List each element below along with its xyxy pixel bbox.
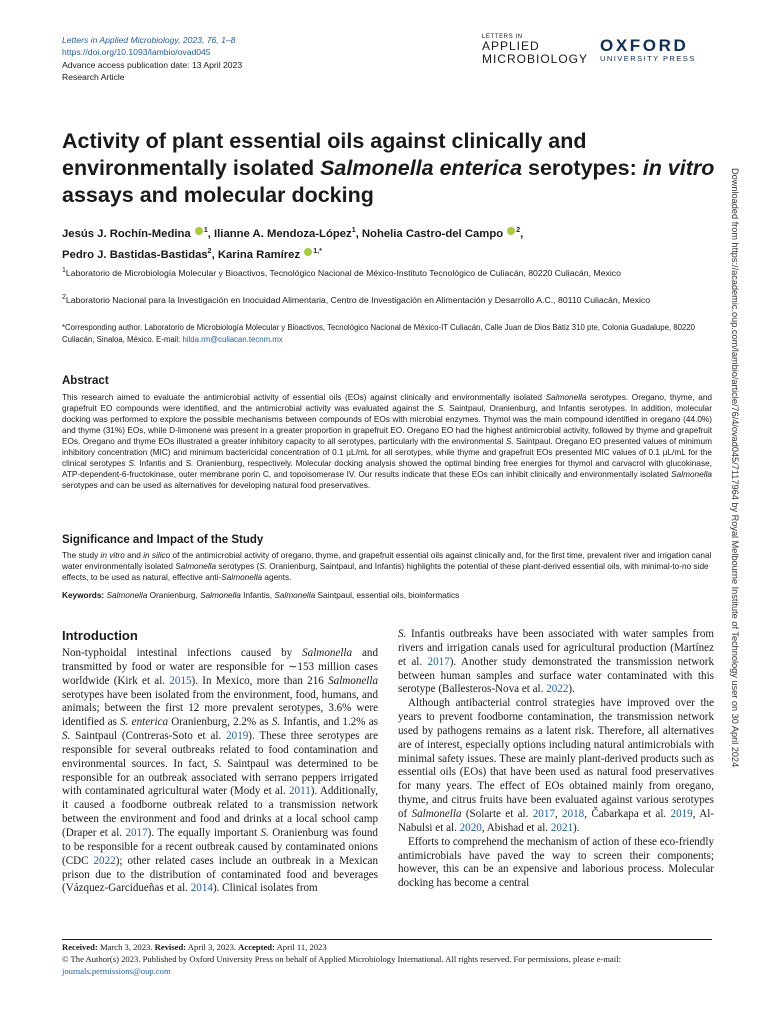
download-side-note: Downloaded from https://academic.oup.com/lambio/article/76/4/ovad045/7117964 by Royal Melbourne Institute of Technology user on 30 April 2024 [730, 168, 740, 768]
author-name: Nohelia Castro-del Campo [361, 227, 504, 240]
significance-run: of the antimicrobial activity of oregano, thyme, and grapefruit essential oils against clinically and, for the first time, prevalent river and irrigation canal water environmentally isolated [62, 551, 712, 572]
text-run: , [554, 807, 563, 820]
text-run: , Al-Nabulsi et al. [398, 807, 714, 834]
author-name: Pedro J. Bastidas-Bastidas [62, 249, 208, 262]
citation-link[interactable]: 2020 [459, 821, 482, 834]
journal-citation: Letters in Applied Microbiology, 2023, 76, 1–8 [62, 35, 236, 45]
significance-italic: Salmonella [221, 573, 263, 583]
affiliation-text: Laboratorio Nacional para la Investigación en Inocuidad Alimentaria, Centro de Investigación en Alimentación y Desarrollo A.C., 80110 Culiacán, Mexico [65, 294, 651, 305]
abstract-italic: S. [437, 404, 446, 414]
italic-run: S. [271, 716, 281, 729]
citation-link[interactable]: 2015 [169, 674, 192, 687]
orcid-icon[interactable] [304, 248, 312, 256]
citation-link[interactable]: 2017 [125, 826, 148, 839]
title-italic-1: Salmonella enterica [320, 156, 523, 180]
abstract-run: Saintpaul. Oregano EO presented values of minimum inhibitory concentration (MIC) and minimum bactericidal concentration of 0.1 µL/mL for all serotypes, while thyme and grapefruit EOs presented MIC values of 0.1 µL/mL for the clinical serotypes [62, 437, 712, 469]
keyword-run: Infantis, [240, 591, 275, 600]
corresponding-author [62, 322, 722, 345]
author-name: Karina Ramírez [217, 249, 301, 262]
publisher-logo [600, 36, 696, 63]
abstract-text [62, 392, 712, 491]
text-run: Although antibacterial control strategies have improved over the years to prevent foodborne contamination, the transmission network used by pathogens remains as a latent risk. Therefore, all alternatives are of interest, especially options including natural antimicrobials with minimal safety issues. These are mainly plant-derived products such as essential oils (EOs) that have been used as natural food preservatives for many years. The effect of EOs obtained mainly from oregano, thyme, and citrus fruits have been evaluated against various serotypes of [398, 697, 714, 820]
revised-label: Revised: [154, 942, 187, 952]
journal-logo [482, 34, 588, 66]
text-run: ). The equally important [147, 826, 261, 839]
doi-link[interactable]: https://doi.org/10.1093/lambio/ovad045 [62, 47, 211, 58]
header-meta [62, 34, 242, 84]
abstract-run: This research aimed to evaluate the antimicrobial activity of essential oils (EOs) against clinically and environmentally isolated [62, 393, 546, 402]
abstract-run: Saintpaul, Oranienburg, and Infantis serotypes. In addition, molecular docking was performed to explore the possible mechanisms between compounds of EOs with microbial enzymes. Thymol was the main compound identified in oregano (44.0%) and thyme (31%) EOs, while D-limonene was present in a greater proportion in grapefruit EO. Oregano EO had the highest antimicrobial activity, followed by thyme and grapefruit EOs. Oregano and thyme EOs illustrated a greater inhibitory capacity to all serotypes, particularly with the environmental [62, 404, 712, 447]
author [62, 228, 214, 240]
text-run: Infantis, and 1.2% as [280, 716, 378, 729]
text-run: Oranienburg, 2.2% as [168, 716, 272, 729]
footer-divider [62, 939, 712, 940]
intro-column-2 [398, 628, 714, 891]
citation-link[interactable]: 2019 [226, 730, 249, 743]
citation-link[interactable]: 2019 [670, 807, 693, 820]
significance-run: The study [62, 551, 101, 560]
author [62, 249, 218, 261]
text-run: (Solarte et al. [461, 807, 533, 820]
text-run: , Čabarkapa et al. [584, 807, 671, 820]
title-part-1: Activity of plant essential oils against clinically and environmentally isolated [62, 129, 587, 180]
italic-run: S. enterica [120, 716, 169, 729]
copyright-text: © The Author(s) 2023. Published by Oxford University Press on behalf of Applied Microbiology International. All rights reserved. For permissions, please e-mail: [62, 954, 621, 964]
copyright [62, 953, 712, 977]
intro-paragraph [398, 628, 714, 697]
abstract-run: Infantis and [136, 459, 186, 469]
author-affil-sup: 1 [203, 227, 208, 234]
journal-logo-line2: MICROBIOLOGY [482, 52, 589, 66]
text-run: ). Clinical isolates from [212, 882, 318, 895]
text-run: Infantis outbreaks have been associated with water samples from rivers and irrigation canals used for agricultural production (Martínez et al. [398, 628, 714, 668]
italic-run: S. [398, 628, 407, 640]
title-italic-2: in vitro [642, 156, 715, 180]
article-type: Research Article [62, 72, 125, 83]
text-run: ). Another study demonstrated the transmission network between human samples and surface water contaminated with this serotype (Ballesteros-Nova et al. [398, 655, 714, 696]
significance-italic: in vitro [100, 551, 125, 560]
publisher-logo-line2: UNIVERSITY PRESS [600, 54, 696, 63]
intro-paragraph [62, 647, 378, 896]
abstract-heading: Abstract [62, 375, 109, 387]
author-separator: , [207, 227, 215, 240]
abstract-run: serotypes and can be used as alternatives for developing natural food preservatives. [62, 481, 371, 491]
citation-link[interactable]: 2021 [550, 821, 574, 834]
accepted-label: Accepted: [238, 942, 275, 952]
abstract-italic: Salmonella [545, 393, 587, 402]
citation-link[interactable]: 2014 [190, 882, 213, 895]
citation-link[interactable]: 2018 [562, 807, 585, 820]
author-affil-sup: 1 [351, 227, 356, 234]
italic-run: S. [62, 730, 71, 743]
author [218, 249, 322, 261]
intro-paragraph [398, 697, 714, 835]
text-run: ). Additionally, it caused a foodborne outbreak related to a transmission network between the environment and food and drinks at a local school camp (Draper et al. [62, 785, 378, 839]
received-label: Received: [62, 942, 98, 952]
affiliation-sup: 2 [62, 294, 66, 301]
keyword-italic: Salmonella [200, 591, 241, 600]
author-affil-sup: 2 [207, 248, 212, 256]
author-separator: , [211, 249, 218, 262]
keywords [62, 591, 712, 600]
significance-run: serotypes ( [216, 562, 260, 572]
received-date: March 3, 2023. [97, 942, 155, 952]
significance-italic: Salmonella [175, 562, 217, 572]
keyword-run: Oranienburg, [147, 591, 201, 600]
article-title [62, 128, 722, 209]
italic-run: Salmonella [411, 807, 462, 820]
text-run: ). These three serotypes are responsible for several outbreaks related to food contamination and environmental sources. In fact, [62, 730, 379, 770]
text-run: ). [568, 683, 575, 696]
title-part-2: serotypes: [522, 156, 643, 180]
italic-run: S. [213, 757, 222, 770]
text-run: Saintpaul (Contreras-Soto et al. [70, 730, 227, 743]
corresponding-text: *Corresponding author. Laboratorio de Microbiología Molecular y Bioactivos, Tecnológico Nacional de México-IT Culiacán, Calle Juan de Dios Bátiz 310 pte, Colonia Guadalupe, 80220 Culiacán, Sinaloa, México. E-mail: [62, 323, 695, 344]
text-run: Efforts to comprehend the mechanism of action of these eco-friendly antimicrobials have paved the way to screen their components; however, this can be an expensive and laborious process. Molecular docking has become a central [398, 835, 714, 890]
affiliation-text: Laboratorio de Microbiología Molecular y Bioactivos, Tecnológico Nacional de México-Instituto Tecnológico de Culiacán, 80220 Culiacán, Mexico [65, 267, 621, 278]
citation-link[interactable]: 2022 [93, 854, 116, 867]
affiliation-2 [62, 292, 722, 306]
citation-link[interactable]: 2017 [532, 807, 555, 820]
text-run: , Abishad et al. [481, 821, 551, 834]
author [214, 228, 362, 240]
text-run: ). [573, 821, 580, 834]
text-run: and transmitted by food or water are responsible for ∼153 million cases worldwide (Kirk et al. [62, 647, 379, 687]
orcid-icon[interactable] [507, 227, 515, 235]
journal-logo-small: LETTERS IN [482, 34, 523, 40]
author-name: Jesús J. Rochín-Medina [62, 227, 191, 240]
abstract-run: serotypes. Oregano, thyme, and grapefruit EO compounds were identified, and the antimicrobial activity was evaluated against the [62, 393, 712, 414]
italic-run: S. [260, 826, 269, 839]
keywords-label: Keywords: [62, 591, 105, 600]
advance-access-date: Advance access publication date: 13 April 2023 [62, 59, 243, 70]
keyword-italic: Salmonella [274, 591, 316, 600]
affiliation-1 [62, 265, 722, 279]
author-name: Ilianne A. Mendoza-López [214, 227, 352, 240]
significance-run: agents. [262, 573, 292, 583]
affiliation-sup: 1 [62, 267, 66, 274]
intro-column-1 [62, 647, 378, 896]
publisher-logo-line1: OXFORD [600, 36, 689, 55]
abstract-italic: S. [128, 459, 137, 469]
abstract-italic: S. [505, 437, 514, 447]
abstract-italic: S. [185, 459, 194, 469]
journal-logo-line1: APPLIED [482, 39, 540, 53]
text-run: Oranienburg was found to be responsible for a recent outbreak caused by contaminated onions (CDC [62, 826, 378, 867]
author-separator: , [355, 227, 362, 240]
text-run: ); other related cases include an outbreak in a Mexican prison due to the distribution of contaminated food and beverages (Vázquez-Garcidueñas et al. [62, 854, 379, 895]
permissions-email-link[interactable]: journals.permissions@oup.com [62, 966, 171, 976]
text-run: Saintpaul was determined to be responsible for an outbreak associated with serrano peppers irrigated with contaminated agricultural water (Mody et al. [62, 757, 378, 798]
text-run: serotypes have been isolated from the environment, food, humans, and animals; between the first 12 more prevalent serotypes, 3.6% were identified as [62, 688, 378, 729]
italic-run: Salmonella [302, 647, 353, 659]
citation-link[interactable]: 2011 [288, 785, 311, 798]
intro-paragraph [398, 836, 714, 891]
significance-text [62, 550, 712, 583]
italic-run: Salmonella [328, 674, 379, 687]
keyword-run: Saintpaul, essential oils, bioinformatics [315, 591, 460, 600]
significance-italic: in silico [143, 551, 171, 560]
author-list [62, 222, 712, 265]
abstract-run: Oranienburg, respectively. Molecular docking analysis showed the optimal binding free energies for thymol and carvacrol with glucokinase, ATP-dependent-6-fructokinase, outer membrane porin C, and topoisomerase IV. Our results indicate that these EOs can inhibit clinically and environmentally isolated [62, 459, 712, 480]
orcid-icon[interactable] [195, 227, 203, 235]
citation-link[interactable]: 2017 [427, 655, 450, 668]
significance-heading: Significance and Impact of the Study [62, 534, 264, 546]
corresponding-email-link[interactable]: hilda.rm@culiacan.tecnm.mx [182, 334, 283, 344]
title-part-3: assays and molecular docking [62, 183, 374, 207]
significance-run: Oranienburg, Saintpaul, and Infantis) highlights the potential of these plant-derived essential oils, with minimal-to-no side effects, to be used as natural, effective anti- [62, 562, 709, 583]
author [362, 228, 523, 240]
text-run: ). In Mexico, more than 216 [191, 674, 329, 687]
citation-link[interactable]: 2022 [546, 683, 569, 696]
significance-run: and [124, 551, 144, 560]
text-run: Non-typhoidal intestinal infections caused by [62, 647, 303, 659]
accepted-date: April 11, 2023 [274, 942, 327, 952]
abstract-italic: Salmonella [671, 470, 712, 480]
author-separator: , [520, 227, 524, 240]
significance-italic: S. [259, 562, 267, 572]
keyword-italic: Salmonella [106, 591, 148, 600]
footer [62, 939, 712, 977]
introduction-heading: Introduction [62, 628, 138, 643]
history-dates [62, 941, 712, 953]
revised-date: April 3, 2023. [186, 942, 239, 952]
author-affil-sup: 1,* [313, 248, 322, 256]
author-affil-sup: 2 [516, 227, 521, 234]
